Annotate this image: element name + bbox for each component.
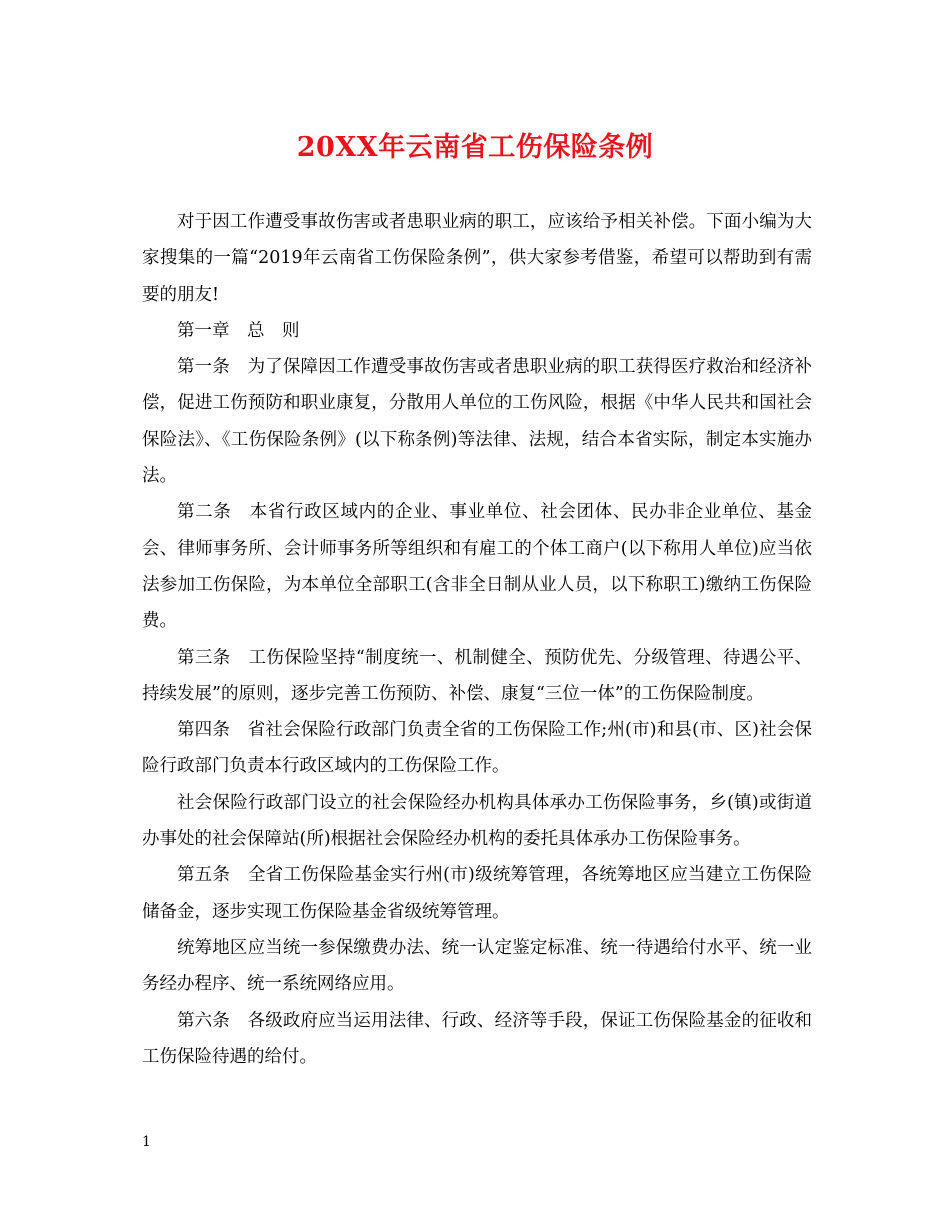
article-2: 第二条 本省行政区域内的企业、事业单位、社会团体、民办非企业单位、基金会、律师事务所、会计师事务所等组织和有雇工的个体工商户(以下称用人单位)应当依法参加工伤保险，为本单位全部职工(含非全日制从业人员，以下称职工)缴纳工伤保险费。: [142, 502, 812, 632]
document-title: 20XX年云南省工伤保险条例: [296, 132, 654, 163]
article-5-paragraph-2: 统筹地区应当统一参保缴费办法、统一认定鉴定标准、统一待遇给付水平、统一业务经办程序、统一系统网络应用。: [142, 937, 812, 995]
intro-paragraph: 对于因工作遭受事故伤害或者患职业病的职工，应该给予相关补偿。下面小编为大家搜集的一篇“2019年云南省工伤保险条例”，供大家参考借鉴，希望可以帮助到有需要的朋友!: [142, 212, 812, 305]
article-1: 第一条 为了保障因工作遭受事故伤害或者患职业病的职工获得医疗救治和经济补偿，促进工伤预防和职业康复，分散用人单位的工伤风险，根据《中华人民共和国社会保险法》、《工伤保险条例》(以下称条例)等法律、法规，结合本省实际，制定本实施办法。: [142, 357, 812, 487]
chapter-heading: 第一章 总 则: [177, 320, 300, 341]
page-number: 1: [142, 1134, 151, 1150]
article-4-paragraph-2: 社会保险行政部门设立的社会保险经办机构具体承办工伤保险事务，乡(镇)或街道办事处的社会保障站(所)根据社会保险经办机构的委托具体承办工伤保险事务。: [142, 792, 812, 850]
article-5: 第五条 全省工伤保险基金实行州(市)级统筹管理，各统筹地区应当建立工伤保险储备金，逐步实现工伤保险基金省级统筹管理。: [142, 865, 812, 922]
document-body: [142, 204, 812, 1075]
article-4: 第四条 省社会保险行政部门负责全省的工伤保险工作;州(市)和县(市、区)社会保险行政部门负责本行政区域内的工伤保险工作。: [142, 720, 812, 777]
article-6: 第六条 各级政府应当运用法律、行政、经济等手段，保证工伤保险基金的征收和工伤保险待遇的给付。: [142, 1010, 812, 1067]
article-3: 第三条 工伤保险坚持“制度统一、机制健全、预防优先、分级管理、待遇公平、持续发展”的原则，逐步完善工伤预防、补偿、康复“三位一体”的工伤保险制度。: [142, 647, 812, 704]
